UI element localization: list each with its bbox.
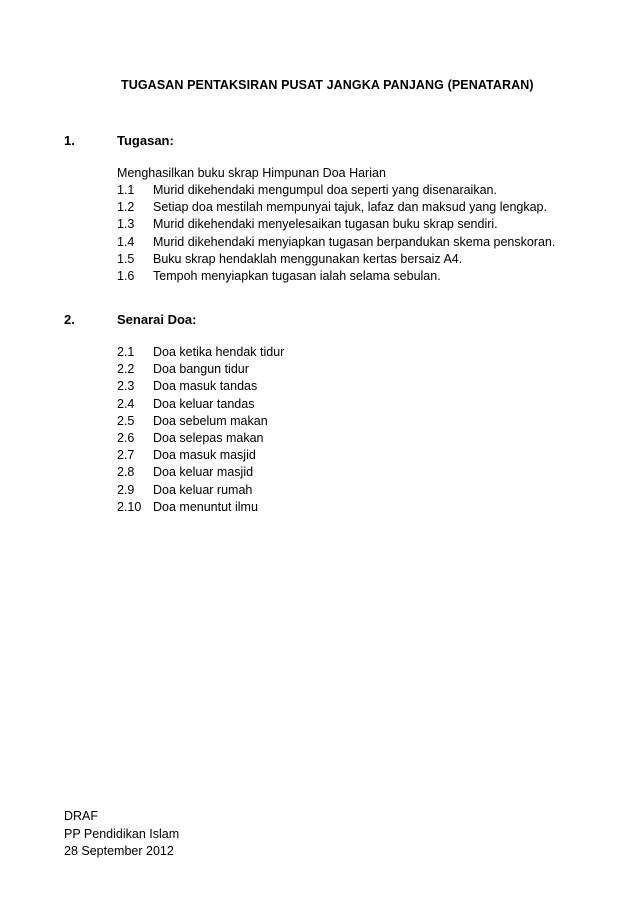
item-text: Doa keluar rumah xyxy=(153,482,253,497)
section-number: 1. xyxy=(64,133,75,148)
item-number: 2.6 xyxy=(117,430,135,445)
section-tugasan xyxy=(64,133,604,151)
item-number: 2.7 xyxy=(117,448,135,463)
item-text: Doa masuk tandas xyxy=(153,379,258,394)
item-text: Murid dikehendaki menyiapkan tugasan berpandukan skema penskoran. xyxy=(153,234,556,249)
item-number: 1.4 xyxy=(117,234,135,249)
item-number: 2.8 xyxy=(117,465,135,480)
item-number: 1.6 xyxy=(117,268,135,283)
section-title: Tugasan: xyxy=(117,133,174,148)
section-intro: Menghasilkan buku skrap Himpunan Doa Harian xyxy=(117,166,386,180)
section-heading xyxy=(64,312,604,330)
item-number: 2.1 xyxy=(117,345,135,359)
item-number: 2.5 xyxy=(117,413,135,428)
footer-status: DRAF xyxy=(64,809,99,823)
item-text: Doa keluar masjid xyxy=(153,465,254,480)
footer-date: 28 September 2012 xyxy=(64,844,174,858)
item-text: Doa ketika hendak tidur xyxy=(153,345,285,359)
item-text: Setiap doa mestilah mempunyai tajuk, lafaz dan maksud yang lengkap. xyxy=(153,200,547,215)
item-number: 2.2 xyxy=(117,362,135,377)
item-text: Doa keluar tandas xyxy=(153,396,255,411)
page-footer xyxy=(64,808,179,861)
item-number: 1.3 xyxy=(117,217,135,232)
item-text: Doa sebelum makan xyxy=(153,413,268,428)
item-text: Buku skrap hendaklah menggunakan kertas bersaiz A4. xyxy=(153,251,463,266)
item-number: 2.3 xyxy=(117,379,135,394)
item-number: 2.4 xyxy=(117,396,135,411)
section-heading xyxy=(64,133,604,151)
item-text: Murid dikehendaki menyelesaikan tugasan buku skrap sendiri. xyxy=(153,217,498,232)
item-number: 1.1 xyxy=(117,183,135,197)
item-text: Doa menuntut ilmu xyxy=(153,499,258,514)
item-number: 1.2 xyxy=(117,200,135,215)
footer-department: PP Pendidikan Islam xyxy=(64,826,180,841)
item-text: Doa selepas makan xyxy=(153,430,264,445)
item-text: Doa bangun tidur xyxy=(153,362,249,377)
item-text: Murid dikehendaki mengumpul doa seperti yang disenaraikan. xyxy=(153,183,497,197)
item-number: 2.9 xyxy=(117,482,135,497)
item-text: Doa masuk masjid xyxy=(153,448,256,463)
page-title: TUGASAN PENTAKSIRAN PUSAT JANGKA PANJANG (PENATARAN) xyxy=(121,78,534,92)
section-number: 2. xyxy=(64,312,75,327)
section-title: Senarai Doa: xyxy=(117,312,197,327)
section-senarai-doa xyxy=(64,312,604,330)
item-number: 1.5 xyxy=(117,251,135,266)
item-number: 2.10 xyxy=(117,499,142,514)
item-text: Tempoh menyiapkan tugasan ialah selama sebulan. xyxy=(153,268,441,283)
